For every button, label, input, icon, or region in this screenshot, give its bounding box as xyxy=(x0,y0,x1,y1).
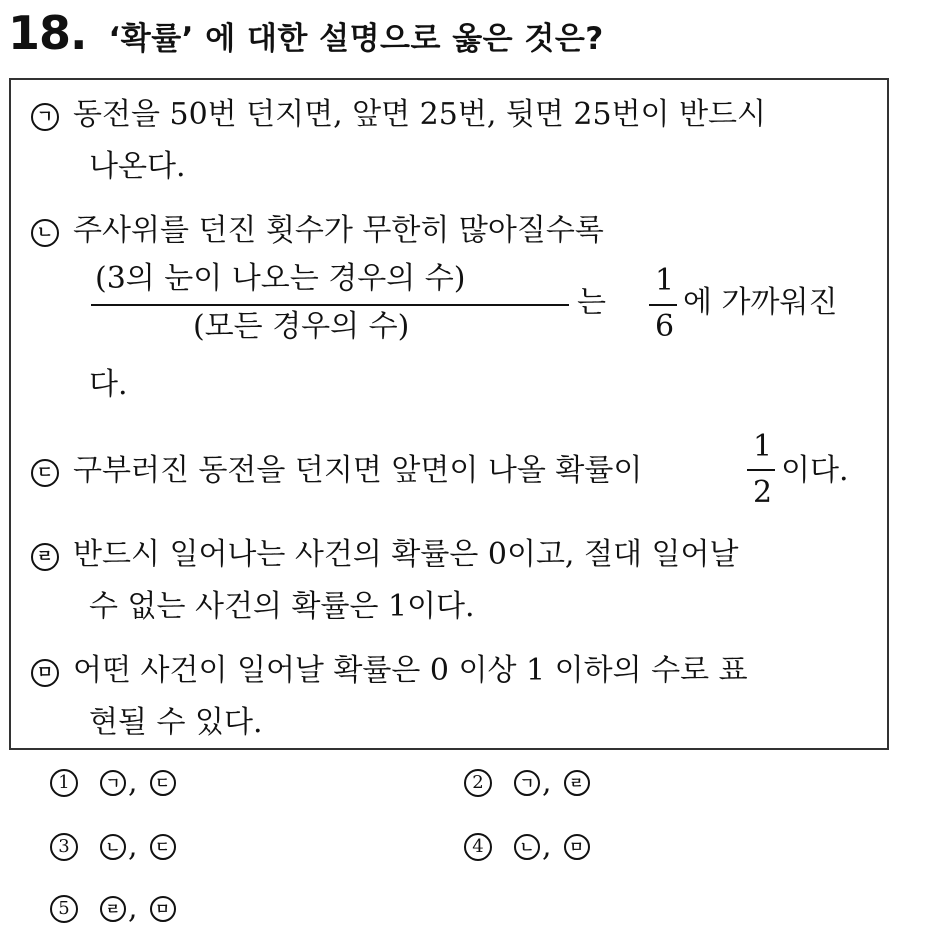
statement-e-mark: ㅁ xyxy=(31,659,59,687)
choice-4[interactable] xyxy=(464,829,590,864)
choice-1-separator: , xyxy=(128,765,138,800)
choice-3-second-mark: ㄷ xyxy=(150,834,176,860)
statement-c-text1: 구부러진 동전을 던지면 앞면이 나올 확률이 xyxy=(73,453,643,488)
statement-c-frac-numerator: 1 xyxy=(753,429,773,464)
question-text: ‘확률’ 에 대한 설명으로 옳은 것은? xyxy=(108,21,604,57)
statement-b-mark: ㄴ xyxy=(31,219,59,247)
choice-5-separator: , xyxy=(128,891,138,926)
statement-d-text1: 반드시 일어나는 사건의 확률은 0이고, 절대 일어날 xyxy=(73,537,739,572)
statement-c-after: 이다. xyxy=(781,453,849,488)
statement-b-frac-bar xyxy=(91,304,569,306)
choice-1-first-mark: ㄱ xyxy=(100,770,126,796)
choice-3[interactable] xyxy=(50,829,176,864)
statement-e-line1 xyxy=(31,653,748,688)
choice-2-first-mark: ㄱ xyxy=(514,770,540,796)
choice-2[interactable] xyxy=(464,765,590,800)
choice-1-second-mark: ㄷ xyxy=(150,770,176,796)
question-number: 18. xyxy=(8,6,87,60)
choice-4-first-mark: ㄴ xyxy=(514,834,540,860)
statement-a-text1: 동전을 50번 던지면, 앞면 25번, 뒷면 25번이 반드시 xyxy=(73,97,767,132)
choice-4-number: 4 xyxy=(464,833,492,861)
choice-4-separator: , xyxy=(542,829,552,864)
statement-a-mark: ㄱ xyxy=(31,103,59,131)
choice-1[interactable] xyxy=(50,765,176,800)
choice-5[interactable] xyxy=(50,891,176,926)
choice-5-number: 5 xyxy=(50,895,78,923)
choice-3-first-mark: ㄴ xyxy=(100,834,126,860)
choice-3-number: 3 xyxy=(50,833,78,861)
statement-b-line3: 다. xyxy=(89,367,128,402)
statement-c-line1 xyxy=(31,453,643,488)
statement-d-line2: 수 없는 사건의 확률은 1이다. xyxy=(89,589,475,624)
choice-4-second-mark: ㅁ xyxy=(564,834,590,860)
choice-5-second-mark: ㅁ xyxy=(150,896,176,922)
statement-c-mark: ㄷ xyxy=(31,459,59,487)
statement-b-after-small: 에 가까워진 xyxy=(683,285,838,320)
choice-5-first-mark: ㄹ xyxy=(100,896,126,922)
statement-b-text1: 주사위를 던진 횟수가 무한히 많아질수록 xyxy=(73,213,604,248)
choice-3-separator: , xyxy=(128,829,138,864)
statement-d-line1 xyxy=(31,537,739,572)
statement-d-mark: ㄹ xyxy=(31,543,59,571)
question-header xyxy=(8,6,604,66)
statement-c-frac-denominator: 2 xyxy=(753,475,773,510)
statement-e-line2: 현될 수 있다. xyxy=(89,705,263,740)
statement-b-after-frac: 는 xyxy=(577,285,606,320)
choice-2-number: 2 xyxy=(464,769,492,797)
statement-b-frac-numerator: (3의 눈이 나오는 경우의 수) xyxy=(95,261,466,296)
choice-1-number: 1 xyxy=(50,769,78,797)
statement-b-line1 xyxy=(31,213,604,248)
choice-2-second-mark: ㄹ xyxy=(564,770,590,796)
statements-box xyxy=(9,78,889,750)
statement-b-small-numerator: 1 xyxy=(655,263,675,298)
choice-2-separator: , xyxy=(542,765,552,800)
statement-c-frac-bar xyxy=(747,469,775,471)
statement-a-line1 xyxy=(31,97,767,132)
statement-e-text1: 어떤 사건이 일어날 확률은 0 이상 1 이하의 수로 표 xyxy=(73,653,748,688)
statement-a-line2: 나온다. xyxy=(89,149,186,184)
statement-b-small-denominator: 6 xyxy=(655,309,675,344)
statement-b-small-frac-bar xyxy=(649,304,677,306)
statement-b-frac-denominator: (모든 경우의 수) xyxy=(193,309,410,344)
